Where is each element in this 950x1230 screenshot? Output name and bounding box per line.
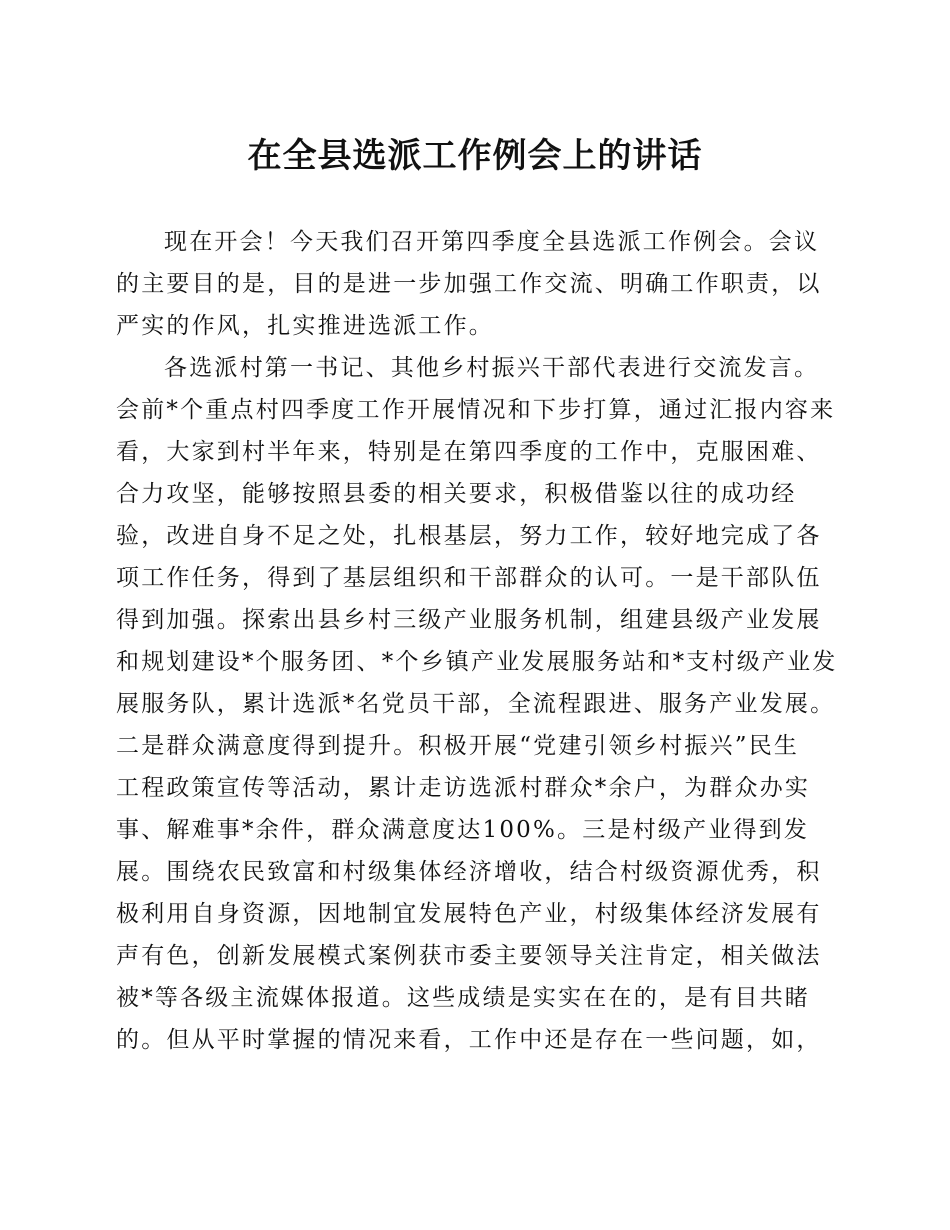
text-line: 的。但从平时掌握的情况来看，工作中还是存在一些问题，如， bbox=[116, 1027, 822, 1053]
text-line: 现在开会！今天我们召开第四季度全县选派工作例会。会议 bbox=[164, 229, 820, 255]
text-line: 会前*个重点村四季度工作开展情况和下步打算，通过汇报内容来 bbox=[116, 397, 836, 423]
text-line: 验，改进自身不足之处，扎根基层，努力工作，较好地完成了各 bbox=[116, 523, 822, 549]
text-line: 极利用自身资源，因地制宜发展特色产业，村级集体经济发展有 bbox=[116, 901, 822, 927]
text-line: 展服务队，累计选派*名党员干部，全流程跟进、服务产业发展。 bbox=[116, 691, 836, 717]
text-line: 工程政策宣传等活动，累计走访选派村群众*余户，为群众办实 bbox=[116, 775, 811, 801]
text-line: 严实的作风，扎实推进选派工作。 bbox=[116, 313, 494, 339]
text-line: 声有色，创新发展模式案例获市委主要领导关注肯定，相关做法 bbox=[116, 943, 822, 969]
page-title: 在全县选派工作例会上的讲话 bbox=[247, 136, 703, 176]
text-line: 二是群众满意度得到提升。积极开展“党建引领乡村振兴”民生 bbox=[116, 733, 800, 759]
text-line: 看，大家到村半年来，特别是在第四季度的工作中，克服困难、 bbox=[116, 439, 822, 465]
text-line: 展。围绕农民致富和村级集体经济增收，结合村级资源优秀，积 bbox=[116, 859, 822, 885]
speech-body bbox=[116, 221, 836, 1061]
text-line: 各选派村第一书记、其他乡村振兴干部代表进行交流发言。 bbox=[164, 355, 820, 381]
text-line: 项工作任务，得到了基层组织和干部群众的认可。一是干部队伍 bbox=[116, 565, 822, 591]
text-line: 和规划建设*个服务团、*个乡镇产业发展服务站和*支村级产业发 bbox=[116, 649, 838, 675]
text-line: 的主要目的是，目的是进一步加强工作交流、明确工作职责，以 bbox=[116, 271, 822, 297]
text-line: 被*等各级主流媒体报道。这些成绩是实实在在的，是有目共睹 bbox=[116, 985, 811, 1011]
text-line: 得到加强。探索出县乡村三级产业服务机制，组建县级产业发展 bbox=[116, 607, 822, 633]
text-line: 事、解难事*余件，群众满意度达100%。三是村级产业得到发 bbox=[116, 817, 810, 843]
text-line: 合力攻坚，能够按照县委的相关要求，积极借鉴以往的成功经 bbox=[116, 481, 797, 507]
